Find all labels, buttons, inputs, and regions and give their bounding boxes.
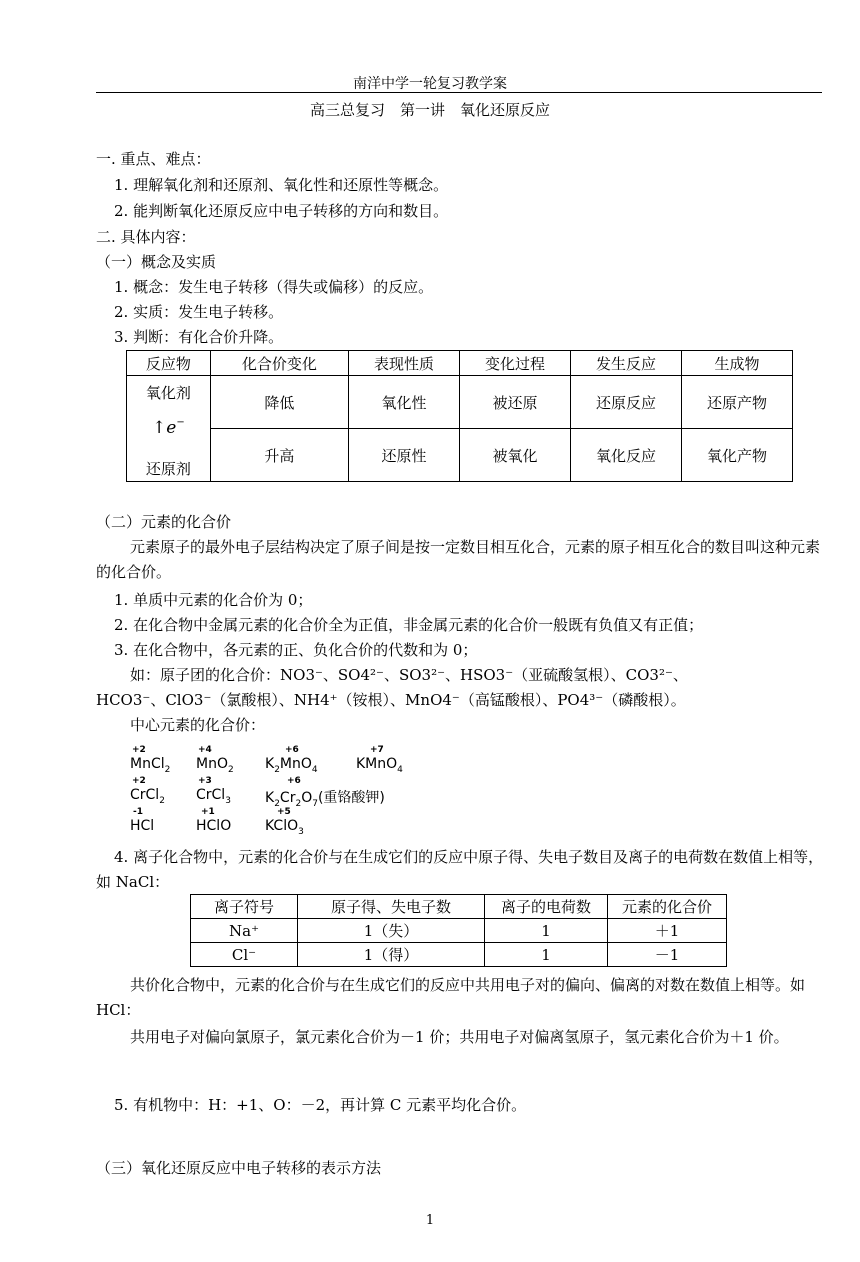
radical: 、SO3²⁻ xyxy=(383,666,446,684)
table-cell: 还原产物 xyxy=(681,376,792,429)
compound-mncl2 xyxy=(130,745,171,775)
table-cell: Na⁺ xyxy=(191,919,298,943)
formula: $K_2Cr_2O_7$(重铬酸钾) xyxy=(265,790,385,809)
part2-item-1: 1. 单质中元素的化合价为 0； xyxy=(114,591,313,609)
page-title: 高三总复习 第一讲 氧化还原反应 xyxy=(309,101,550,119)
formula: MnCl$_2$ xyxy=(130,756,171,775)
section1-heading: 一. 重点、难点： xyxy=(96,150,211,168)
compound-hclo xyxy=(196,807,232,834)
separator: 、 xyxy=(672,666,688,684)
table-cell: 1 xyxy=(485,943,608,967)
compound-crcl3 xyxy=(196,776,231,806)
table-cell: 1（得） xyxy=(298,943,485,967)
oxidation-state: +3 xyxy=(198,776,212,786)
table-header-row xyxy=(191,895,727,919)
part1-item-1: 1. 概念：发生电子转移（得失或偏移）的反应。 xyxy=(114,278,434,296)
radical: NO3⁻ xyxy=(280,666,323,684)
reactant-cell xyxy=(127,376,211,482)
table-cell: 被还原 xyxy=(459,376,570,429)
part1-item-3: 3. 判断：有化合价升降。 xyxy=(114,328,284,346)
radical: 、HSO3⁻（亚硫酸氢根） xyxy=(445,666,611,684)
part2-item-3: 3. 在化合物中，各元素的正、负化合价的代数和为 0； xyxy=(114,641,478,659)
table-header-cell: 生成物 xyxy=(681,351,792,376)
radical: HCO3⁻ xyxy=(96,691,151,709)
formula: CrCl$_2$ xyxy=(130,787,165,806)
oxidation-state: +2 xyxy=(132,776,146,786)
oxidation-state: +2 xyxy=(132,745,146,755)
radical: 、MnO4⁻（高锰酸根） xyxy=(390,691,543,709)
radical: 、CO3²⁻ xyxy=(610,666,673,684)
table-cell: ＋1 xyxy=(608,919,727,943)
compound-hcl xyxy=(130,807,155,834)
compound-k2cr2o7 xyxy=(265,776,385,809)
radical: 、ClO3⁻（氯酸根） xyxy=(150,691,279,709)
page-header: 南洋中学一轮复习教学案 xyxy=(353,76,507,92)
part2-item-5: 5. 有机物中：H：+1、O：－2，再计算 C 元素平均化合价。 xyxy=(114,1096,527,1114)
table-header-cell: 表现性质 xyxy=(348,351,459,376)
electron-charge: − xyxy=(176,417,185,429)
radicals-line-2 xyxy=(96,689,686,711)
table-cell: 被氧化 xyxy=(459,429,570,482)
covalent-paragraph-2: 共用电子对偏向氯原子，氯元素化合价为－1 价；共用电子对偏离氢原子，氢元素化合价为＋1 价。 xyxy=(130,1028,789,1046)
table-cell: 氧化性 xyxy=(348,376,459,429)
oxidant-label: 氧化剂 xyxy=(145,384,191,402)
oxidation-state: +5 xyxy=(277,807,291,817)
table-cell: 氧化产物 xyxy=(681,429,792,482)
compound-mno2 xyxy=(196,745,234,775)
table-cell: 1（失） xyxy=(298,919,485,943)
oxidation-state: +7 xyxy=(370,745,384,755)
table-header-cell: 发生反应 xyxy=(570,351,681,376)
table-row-oxidant xyxy=(127,376,793,429)
part1-item-2: 2. 实质：发生电子转移。 xyxy=(114,303,284,321)
table-cell: 1 xyxy=(485,919,608,943)
compound-k2mno4 xyxy=(265,745,318,775)
section2-heading: 二. 具体内容： xyxy=(96,228,196,246)
radical: 、PO4³⁻（磷酸根）。 xyxy=(542,691,686,709)
electron-symbol: e xyxy=(166,418,177,438)
up-arrow-icon: ↑ xyxy=(152,418,167,438)
part2-item-2: 2. 在化合物中金属元素的化合价全为正值，非金属元素的化合价一般既有负值又有正值； xyxy=(114,616,704,634)
oxidation-state: +6 xyxy=(285,745,299,755)
oxidation-state: +4 xyxy=(198,745,212,755)
oxidation-state: -1 xyxy=(133,807,143,817)
table-row xyxy=(191,943,727,967)
page-number: 1 xyxy=(425,1213,435,1228)
part3-heading: （三）氧化还原反应中电子转移的表示方法 xyxy=(96,1159,382,1177)
oxidation-state: +6 xyxy=(287,776,301,786)
example-prefix: 如：原子团的化合价： xyxy=(130,666,281,684)
section1-item-1: 1. 理解氧化剂和还原剂、氧化性和还原性等概念。 xyxy=(114,176,449,194)
part2-heading: （二）元素的化合价 xyxy=(96,513,232,531)
part1-heading: （一）概念及实质 xyxy=(96,253,217,271)
table-cell: 还原性 xyxy=(348,429,459,482)
concept-table xyxy=(126,350,793,482)
table-header-cell: 变化过程 xyxy=(459,351,570,376)
formula: KClO$_3$ xyxy=(265,818,304,837)
table-cell: 升高 xyxy=(210,429,348,482)
table-cell: 还原反应 xyxy=(570,376,681,429)
table-row-reductant xyxy=(127,429,793,482)
compound-crcl2 xyxy=(130,776,165,806)
section1-item-2: 2. 能判断氧化还原反应中电子转移的方向和数目。 xyxy=(114,202,449,220)
formula: HClO xyxy=(196,818,232,834)
ion-table xyxy=(190,894,727,967)
formula: KMnO$_4$ xyxy=(356,756,403,775)
covalent-paragraph-1: 共价化合物中，元素的化合价与在生成它们的反应中共用电子对的偏向、偏离的对数在数值上相等。如 HCl： xyxy=(96,976,806,1019)
table-header-cell: 化合价变化 xyxy=(210,351,348,376)
formula: MnO$_2$ xyxy=(196,756,234,775)
formula: CrCl$_3$ xyxy=(196,787,231,806)
table-row xyxy=(191,919,727,943)
table-header-cell: 原子得、失电子数 xyxy=(298,895,485,919)
radical: 、SO4²⁻ xyxy=(322,666,384,684)
table-header-cell: 元素的化合价 xyxy=(608,895,727,919)
reductant-label: 还原剂 xyxy=(145,460,191,478)
formula: HCl xyxy=(130,818,155,834)
table-header-cell: 离子符号 xyxy=(191,895,298,919)
table-header-row xyxy=(127,351,793,376)
formula: $K_2MnO_4$ xyxy=(265,756,318,775)
table-cell: 降低 xyxy=(210,376,348,429)
table-header-cell: 离子的电荷数 xyxy=(485,895,608,919)
header-divider xyxy=(96,92,822,93)
central-element-label: 中心元素的化合价： xyxy=(130,716,266,734)
oxidation-state: +1 xyxy=(201,807,215,817)
table-cell: 氧化反应 xyxy=(570,429,681,482)
part2-intro: 元素原子的最外电子层结构决定了原子间是按一定数目相互化合，元素的原子相互化合的数目叫这种元素的化合价。 xyxy=(96,538,821,581)
part2-item-4: 4. 离子化合物中，元素的化合价与在生成它们的反应中原子得、失电子数目及离子的电荷数在数值上相等，如 NaCl： xyxy=(96,848,824,891)
compound-kmno4 xyxy=(356,745,403,775)
table-header-cell: 反应物 xyxy=(127,351,211,376)
radicals-line-1 xyxy=(130,664,688,686)
table-cell: －1 xyxy=(608,943,727,967)
radical: 、NH4⁺（铵根） xyxy=(278,691,391,709)
electron-transfer-arrow xyxy=(127,418,210,438)
compound-kclo3 xyxy=(265,807,304,837)
table-cell: Cl⁻ xyxy=(191,943,298,967)
